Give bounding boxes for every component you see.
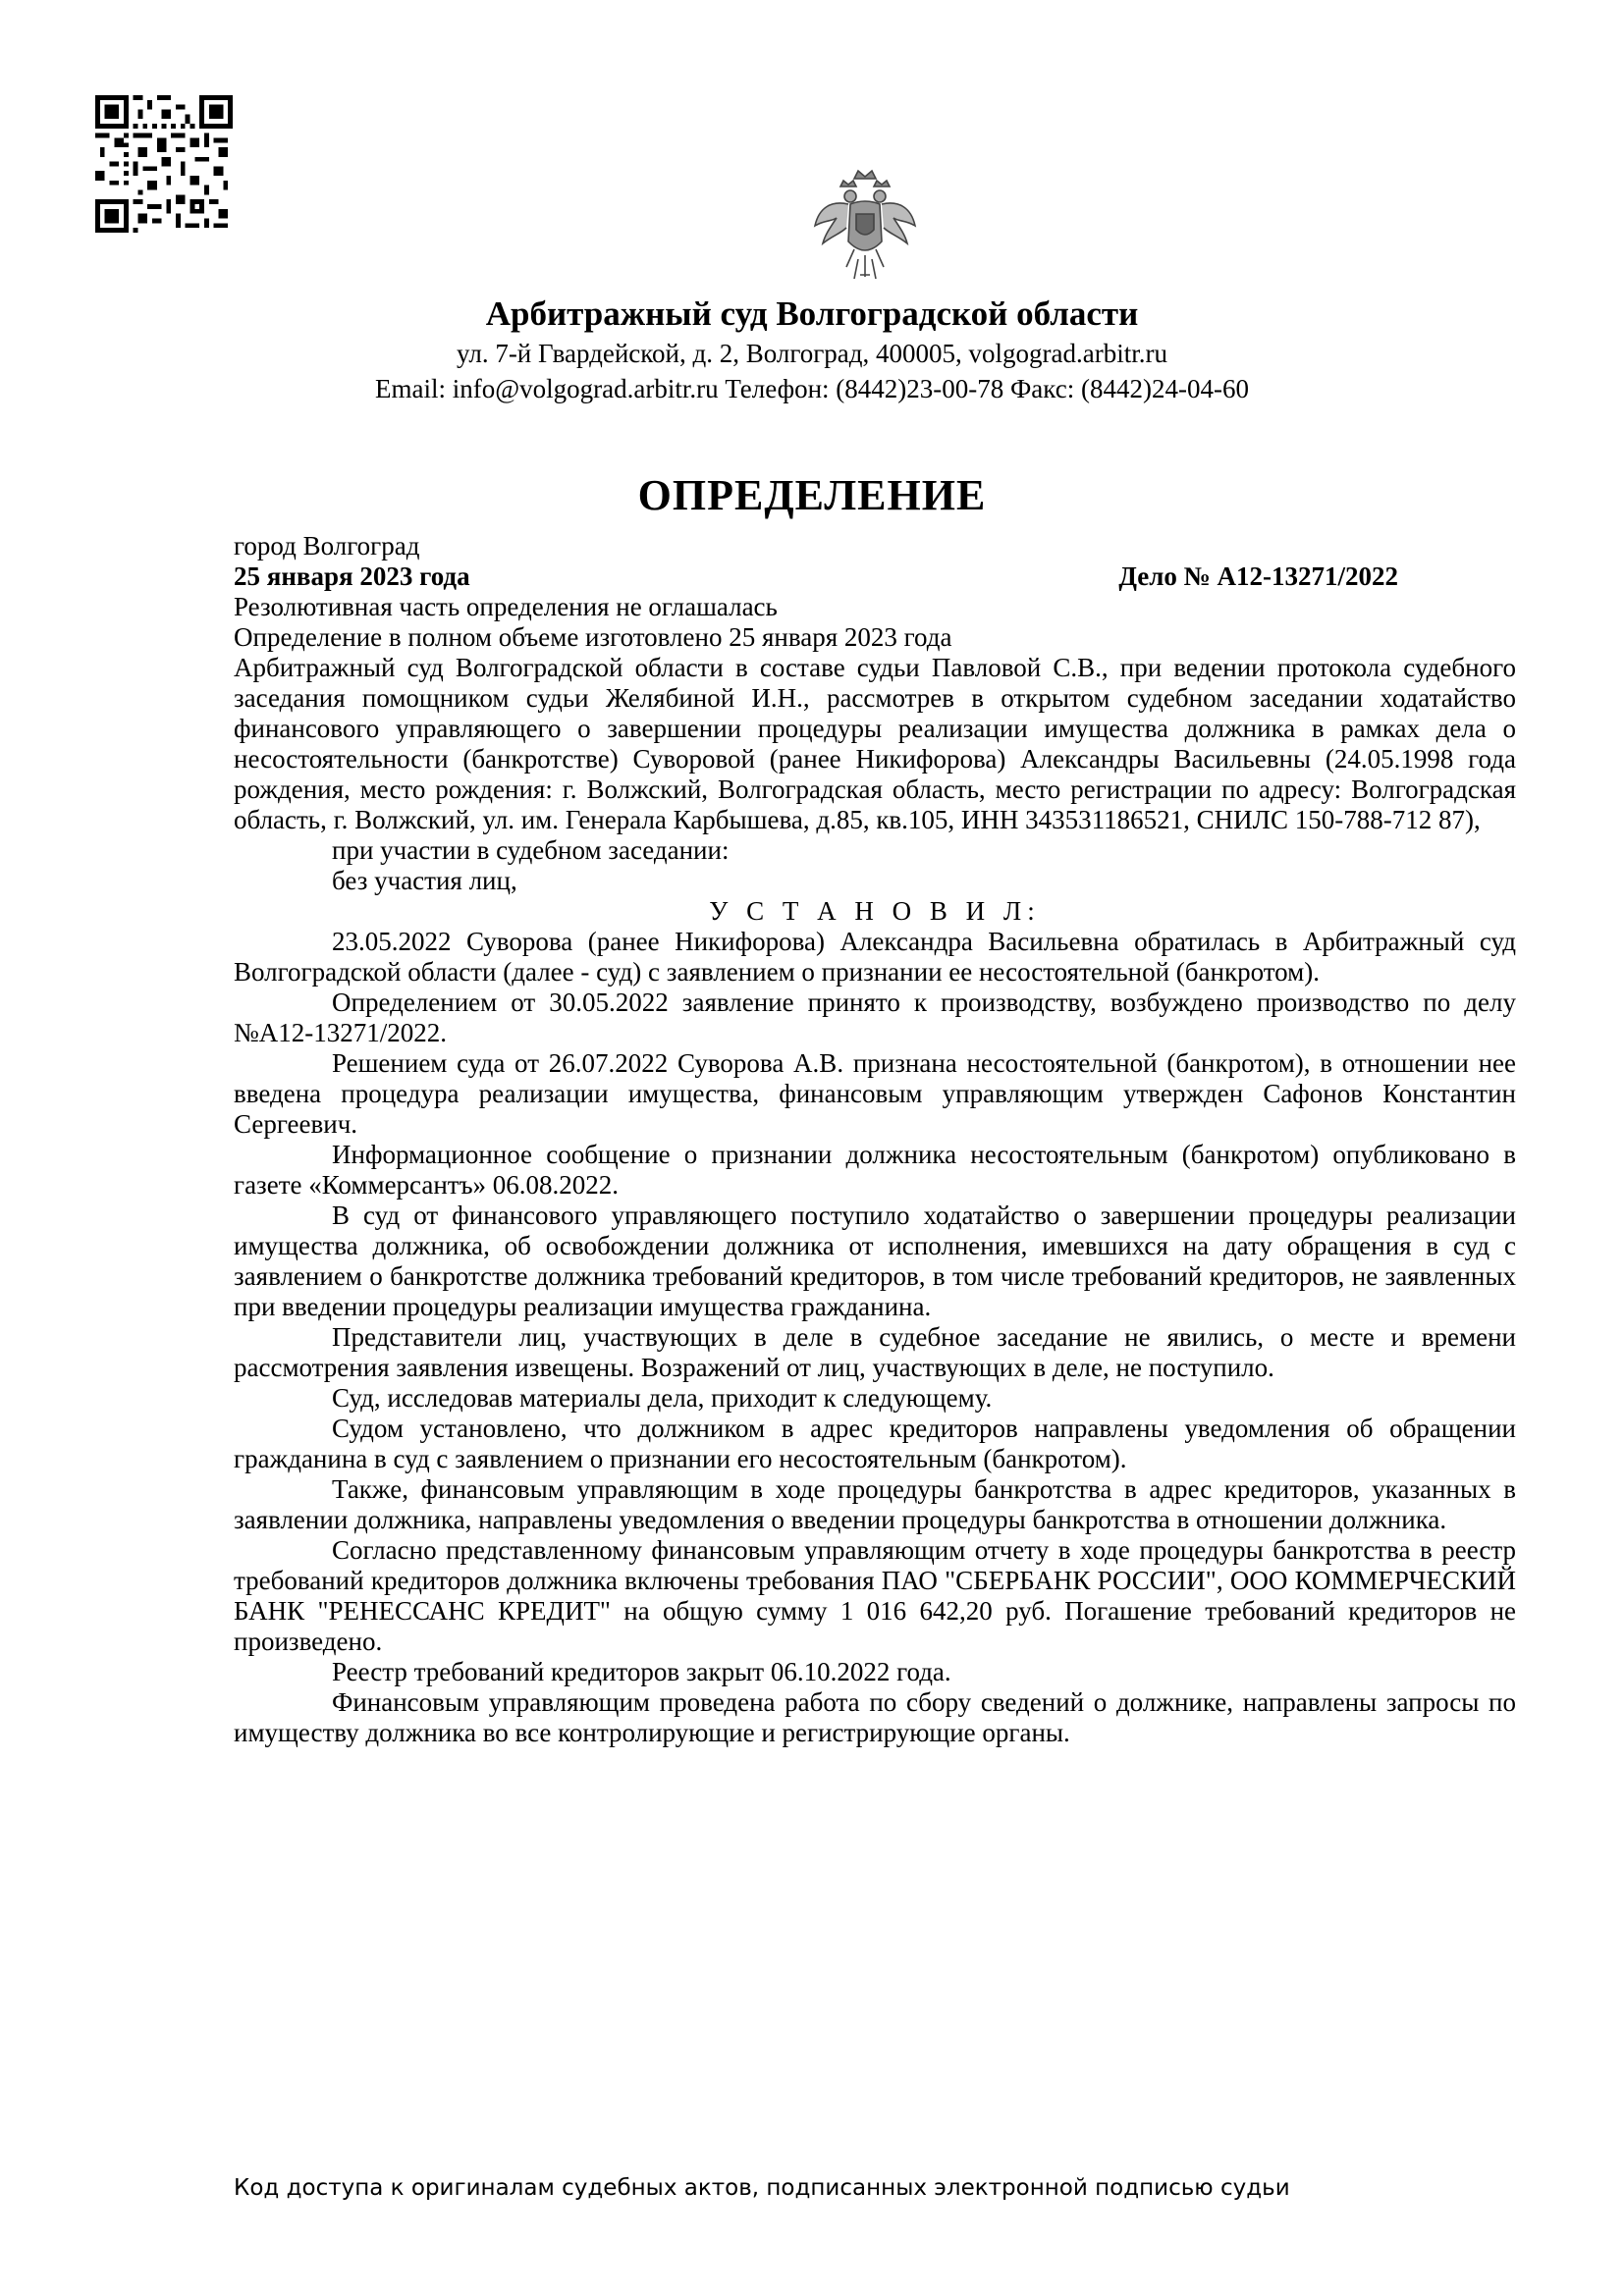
paragraph: Реестр требований кредиторов закрыт 06.10.2022 года. <box>332 1657 951 1686</box>
qr-code <box>95 95 233 233</box>
paragraph: Согласно представленному финансовым управляющим отчету в ходе процедуры банкротства в реестр требований кредиторов должника включены требования ПАО "СБЕРБАНК РОССИИ", ООО КОММЕРЧЕСКИЙ БАНК "РЕНЕССАНС КРЕДИТ" на общую сумму 1 016 642,20 руб. Погашение требований кредиторов не произведено. <box>234 1535 1516 1656</box>
court-contacts: Email: info@volgograd.arbitr.ru Телефон: (8442)23-00-78 Факс: (8442)24-04-60 <box>375 374 1249 403</box>
paragraph: В суд от финансового управляющего поступило ходатайство о завершении процедуры реализации имущества должника, об освобождении должника от исполнения, имевшихся на дату обращения в суд с заявлением о банкротстве должника требований кредиторов, в том числе требований кредиторов, не заявленных при введении процедуры реализации имущества гражданина. <box>234 1201 1516 1321</box>
participation-line-2: без участия лиц, <box>332 866 517 895</box>
coat-of-arms-emblem <box>811 165 919 283</box>
paragraph: Судом установлено, что должником в адрес кредиторов направлены уведомления об обращении гражданина в суд с заявлением о признании его несостоятельным (банкротом). <box>234 1414 1516 1473</box>
paragraph: Также, финансовым управляющим в ходе процедуры банкротства в адрес кредиторов, указанных в заявлении должника, направлены уведомления о введении процедуры банкротства в отношении должника. <box>234 1474 1516 1534</box>
paragraph: 23.05.2022 Суворова (ранее Никифорова) Александра Васильевна обратилась в Арбитражный суд Волгоградской области (далее - суд) с заявлением о признании ее несостоятельной (банкротом). <box>234 927 1516 987</box>
paragraph: Решением суда от 26.07.2022 Суворова А.В. признана несостоятельной (банкротом), в отношении нее введена процедура реализации имущества, финансовым управляющим утвержден Сафонов Константин Сергеевич. <box>234 1048 1516 1139</box>
established-heading: У С Т А Н О В И Л: <box>709 896 1041 926</box>
document-body <box>234 531 1516 1748</box>
city-line: город Волгоград <box>234 531 420 561</box>
date-case-row <box>234 561 1516 592</box>
paragraph: Суд, исследовав материалы дела, приходит к следующему. <box>332 1383 993 1413</box>
court-name: Арбитражный суд Волгоградской области <box>485 294 1139 333</box>
paragraph: Представители лиц, участвующих в деле в судебное заседание не явились, о месте и времени рассмотрения заявления извещены. Возражений от лиц, участвующих в деле, не поступило. <box>234 1322 1516 1382</box>
decision-date: 25 января 2023 года <box>234 561 470 591</box>
paragraph: Определением от 30.05.2022 заявление принято к производству, возбуждено производство по делу №А12-13271/2022. <box>234 988 1516 1047</box>
court-address: ул. 7-й Гвардейской, д. 2, Волгоград, 400005, volgograd.arbitr.ru <box>457 339 1167 368</box>
participation-line-1: при участии в судебном заседании: <box>332 835 730 865</box>
access-code-footer: Код доступа к оригиналам судебных актов, подписанных электронной подписью судьи <box>234 2175 1290 2201</box>
note-operative-part: Резолютивная часть определения не оглашалась <box>234 592 778 621</box>
paragraph: Информационное сообщение о признании должника несостоятельным (банкротом) опубликовано в газете «Коммерсантъ» 06.08.2022. <box>234 1140 1516 1200</box>
paragraph: Финансовым управляющим проведена работа по сбору сведений о должнике, направлены запросы по имуществу должника во все контролирующие и регистрирующие органы. <box>234 1687 1516 1747</box>
note-full-text-date: Определение в полном объеме изготовлено 25 января 2023 года <box>234 622 952 652</box>
intro-paragraph: Арбитражный суд Волгоградской области в составе судьи Павловой С.В., при ведении протокола судебного заседания помощником судьи Желябиной И.Н., рассмотрев в открытом судебном заседании ходатайство финансового управляющего о завершении процедуры реализации имущества должника в рамках дела о несостоятельности (банкротстве) Суворовой (ранее Никифорова) Александры Васильевны (24.05.1998 года рождения, место рождения: г. Волжский, Волгоградская область, место регистрации по адресу: Волгоградская область, г. Волжский, ул. им. Генерала Карбышева, д.85, кв.105, ИНН 343531186521, СНИЛС 150-788-712 87), <box>234 653 1516 834</box>
case-number: Дело № А12-13271/2022 <box>1118 561 1398 591</box>
document-title: ОПРЕДЕЛЕНИЕ <box>637 471 987 519</box>
